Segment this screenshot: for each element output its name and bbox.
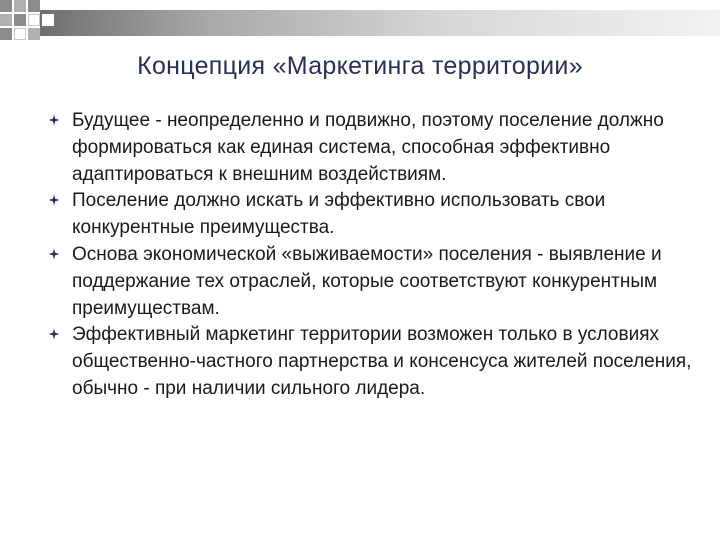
deco-square bbox=[42, 14, 54, 26]
diamond-bullet-icon bbox=[48, 194, 60, 206]
header-gradient-bar bbox=[40, 10, 720, 36]
bullet-text: Будущее - неопределенно и подвижно, поэтому поселение должно формироваться как единая система, способная эффективно адаптироваться к внешним воздействиям. bbox=[72, 110, 664, 185]
slide-title: Концепция «Маркетинга территории» bbox=[137, 52, 583, 80]
deco-square bbox=[28, 0, 40, 12]
deco-square bbox=[14, 28, 26, 40]
deco-square bbox=[28, 28, 40, 40]
deco-square bbox=[0, 0, 12, 12]
bullet-item bbox=[48, 242, 698, 322]
deco-square bbox=[14, 0, 26, 12]
bullet-text: Поселение должно искать и эффективно использовать свои конкурентные преимущества. bbox=[72, 190, 606, 239]
diamond-bullet-icon bbox=[48, 248, 60, 260]
deco-square bbox=[0, 28, 12, 40]
bullet-text: Эффективный маркетинг территории возможен только в условиях общественно-частного партнерства и консенсуса жителей поселения, обычно - при наличии сильного лидера. bbox=[72, 324, 692, 399]
diamond-bullet-icon bbox=[48, 114, 60, 126]
bullet-item bbox=[48, 188, 698, 242]
deco-square bbox=[14, 14, 26, 26]
bullet-text: Основа экономической «выживаемости» поселения - выявление и поддержание тех отраслей, которые соответствуют конкурентным преимуществам. bbox=[72, 243, 662, 319]
bullet-item bbox=[48, 108, 698, 188]
deco-square bbox=[28, 14, 40, 26]
diamond-bullet-icon bbox=[48, 328, 60, 340]
bullet-list bbox=[48, 108, 698, 403]
deco-square bbox=[0, 14, 12, 26]
bullet-item bbox=[48, 322, 698, 402]
decorative-header bbox=[0, 0, 720, 60]
